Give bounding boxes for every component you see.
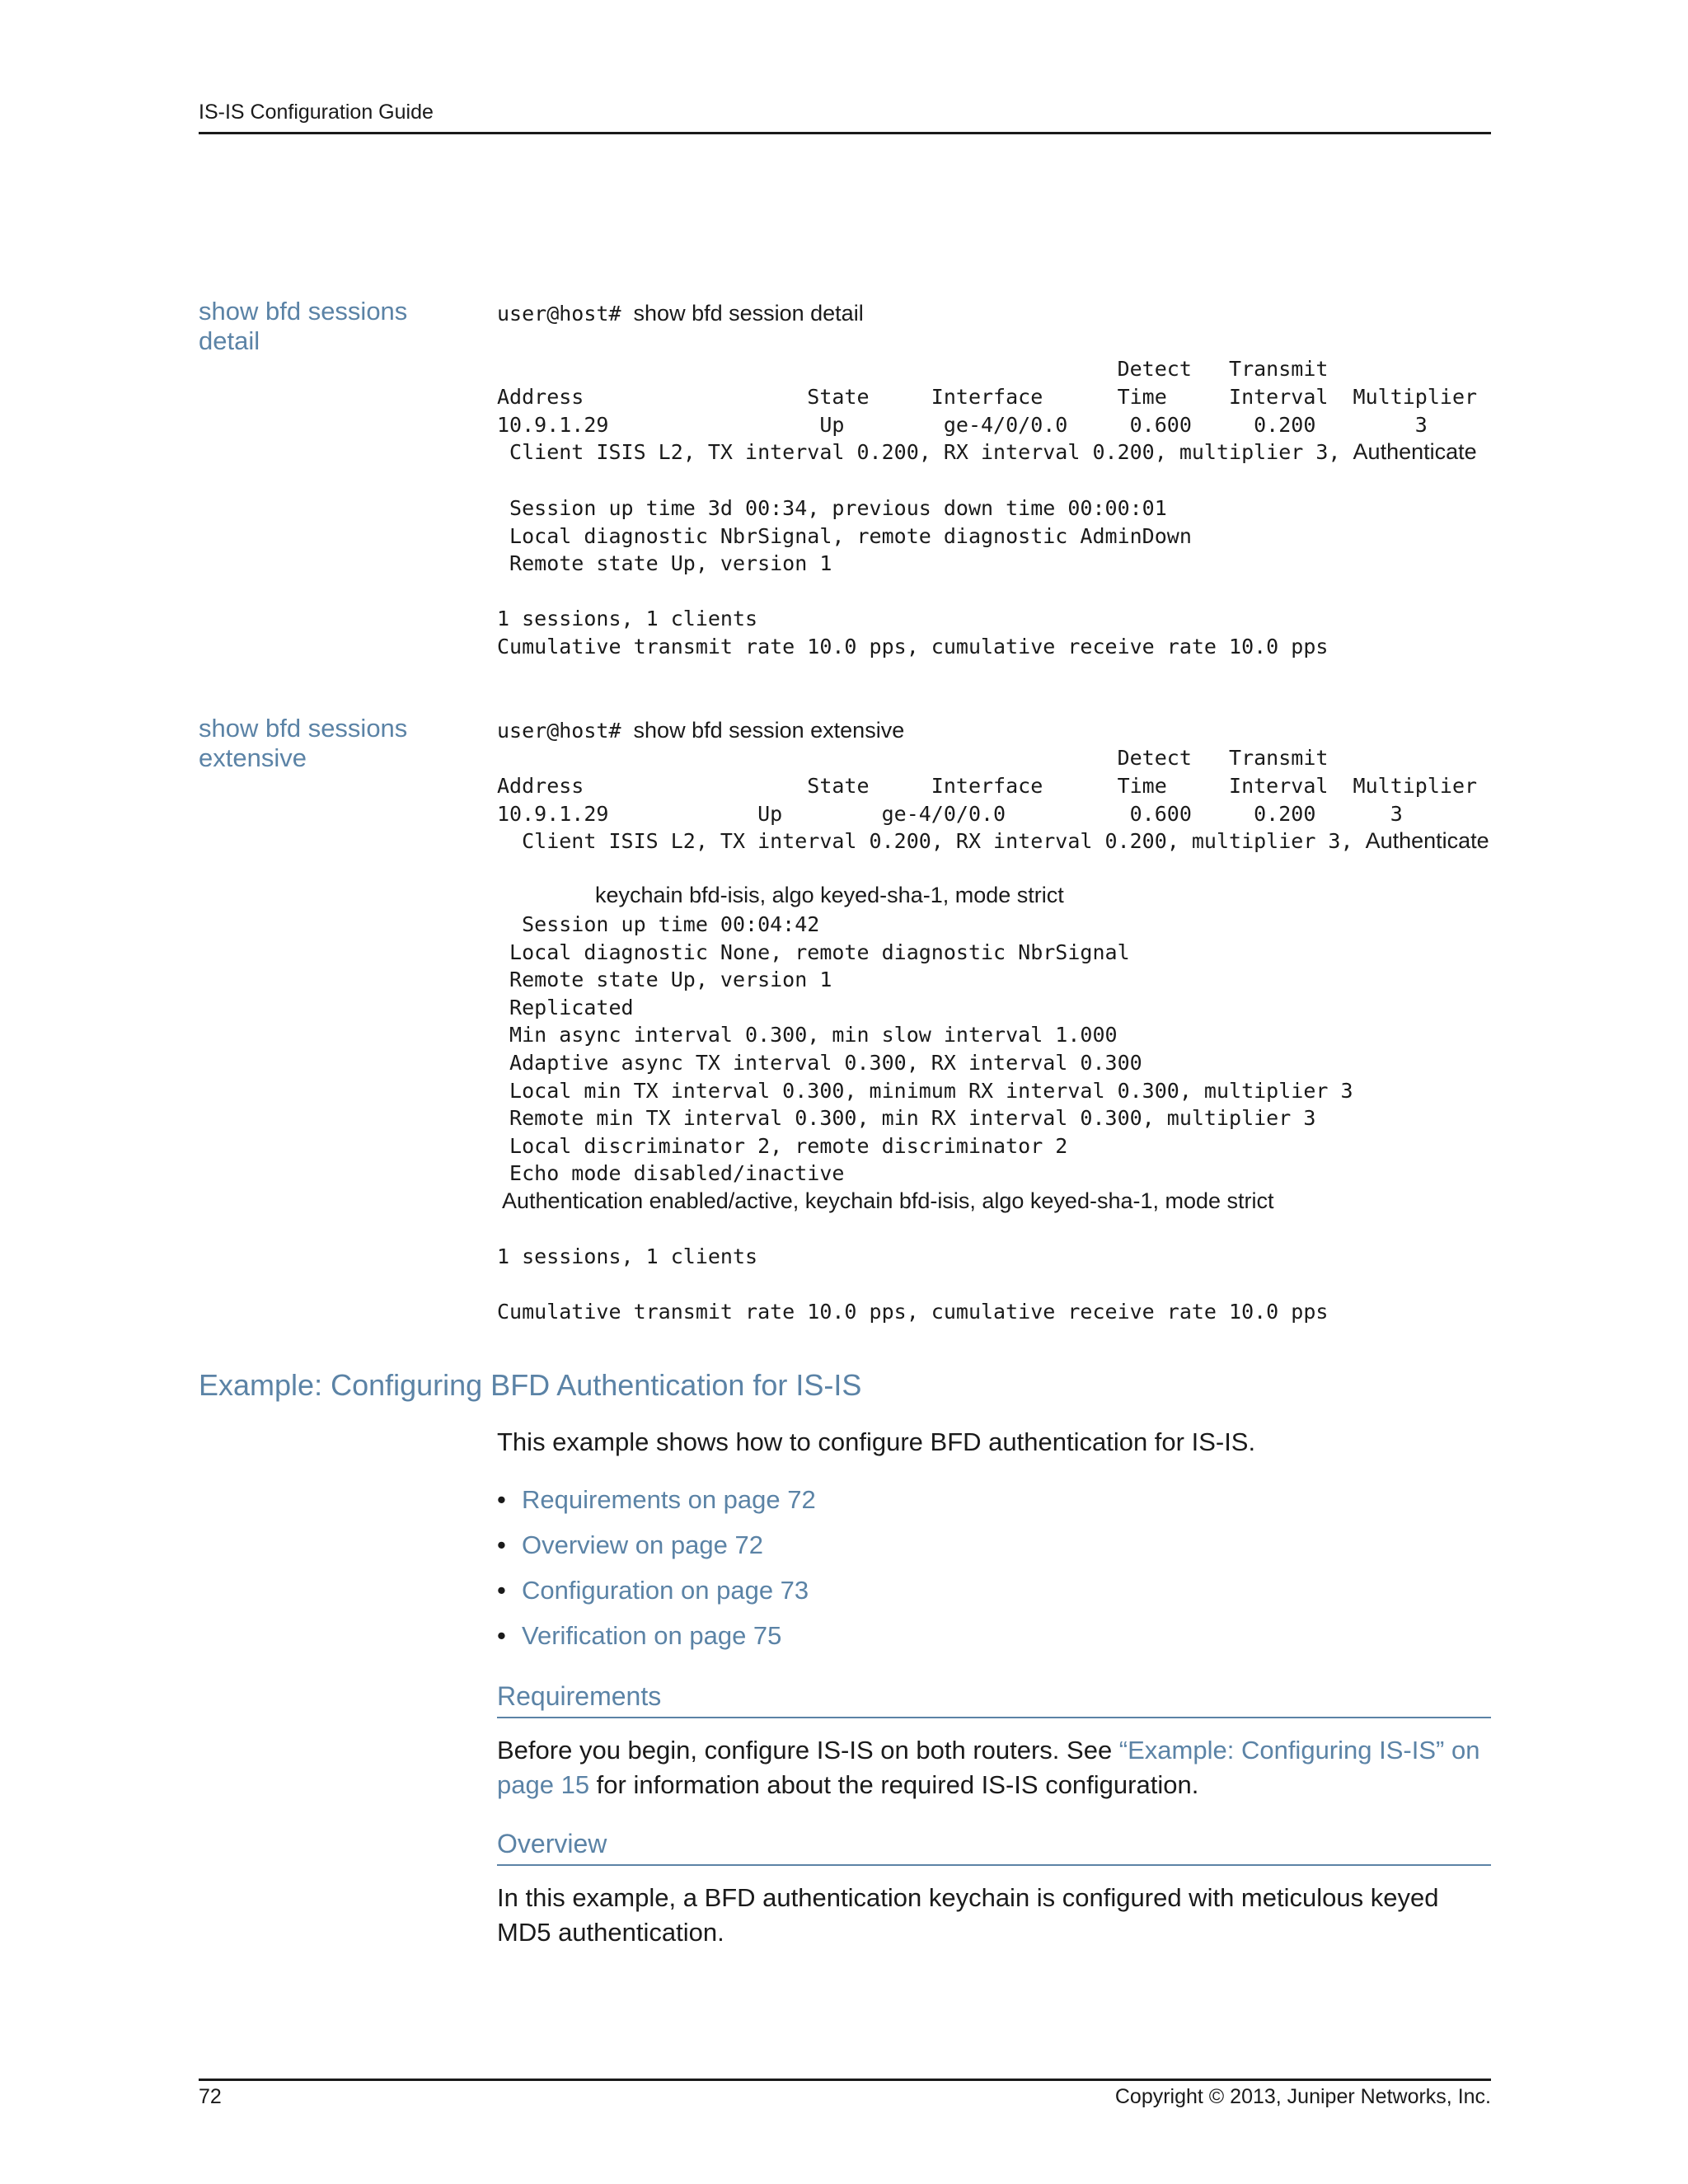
output-table-header-1: Detect Transmit — [497, 357, 1329, 381]
bullet: • — [497, 1576, 506, 1605]
overview-heading: Overview — [497, 1829, 1491, 1866]
output-client-line — [497, 827, 1489, 855]
requirements-heading: Requirements — [497, 1681, 1491, 1718]
toc-list — [497, 1483, 816, 1664]
toc-link-overview[interactable]: Overview on page 72 — [522, 1530, 763, 1559]
client-line-text: Client ISIS L2, TX interval 0.200, RX interval 0.200, multiplier 3, — [497, 440, 1353, 464]
output-table-row: 10.9.1.29 Up ge-4/0/0.0 0.600 0.200 3 — [497, 413, 1428, 437]
header-rule — [199, 132, 1491, 134]
prompt: user@host# — [497, 719, 621, 743]
side-label-detail: show bfd sessions detail — [199, 297, 408, 355]
overview-paragraph: In this example, a BFD authentication keychain is configured with meticulous keyed MD5 authentication. — [497, 1883, 1439, 1947]
command-text: show bfd session extensive — [633, 718, 905, 743]
running-header: IS-IS Configuration Guide — [199, 101, 434, 124]
section-title: Example: Configuring BFD Authentication for IS-IS — [199, 1368, 862, 1402]
output-table-header-1: Detect Transmit — [497, 746, 1329, 770]
toc-item — [497, 1619, 816, 1664]
requirements-link[interactable]: “Example: Configuring IS-IS” on page 15 — [497, 1736, 1480, 1799]
requirements-text-after: for information about the required IS-IS configuration. — [589, 1770, 1199, 1799]
client-line-authenticate: Authenticate — [1365, 828, 1489, 853]
output-auth-line: Authentication enabled/active, keychain bfd-isis, algo keyed-sha-1, mode strict — [497, 1188, 1274, 1213]
intro-paragraph: This example shows how to configure BFD authentication for IS-IS. — [497, 1427, 1256, 1456]
requirements-text-before: Before you begin, configure IS-IS on both routers. See — [497, 1736, 1119, 1765]
output-detail-lines: Session up time 00:04:42 Local diagnostic None, remote diagnostic NbrSignal Remote state Up, version 1 Replicated Min async interval 0.300, min slow interval 1.000 Adaptive async TX interval 0.300, RX interval 0.300 Local min TX interval 0.300, minimum RX interval 0.300, multiplier 3 Remote min TX interval 0.300, min RX interval 0.300, multiplier 3 Local discriminator 2, remote discriminator 2 Echo mode disabled/inactive — [509, 912, 1353, 1186]
page-number: 72 — [199, 2085, 222, 2108]
client-line-authenticate: Authenticate — [1353, 439, 1477, 464]
toc-item — [497, 1528, 816, 1573]
command-line-extensive — [497, 716, 904, 745]
prompt: user@host# — [497, 302, 621, 326]
requirements-paragraph — [497, 1733, 1491, 1802]
output-table-row: 10.9.1.29 Up ge-4/0/0.0 0.600 0.200 3 — [497, 802, 1403, 826]
output-rate-line: Cumulative transmit rate 10.0 pps, cumulative receive rate 10.0 pps — [497, 1300, 1329, 1324]
output-client-line — [497, 438, 1477, 466]
toc-link-verification[interactable]: Verification on page 75 — [522, 1621, 782, 1650]
output-session-lines: Session up time 3d 00:34, previous down time 00:00:01 Local diagnostic NbrSignal, remote diagnostic AdminDown Remote state Up, version 1 — [509, 496, 1192, 576]
client-line-text: Client ISIS L2, TX interval 0.200, RX interval 0.200, multiplier 3, — [497, 829, 1366, 853]
toc-link-configuration[interactable]: Configuration on page 73 — [522, 1576, 809, 1605]
bullet: • — [497, 1485, 506, 1514]
output-summary-lines: 1 sessions, 1 clients Cumulative transmit rate 10.0 pps, cumulative receive rate 10.0 pps — [497, 607, 1329, 658]
output-keychain-line: keychain bfd-isis, algo keyed-sha-1, mode strict — [595, 883, 1064, 907]
side-label-extensive: show bfd sessions extensive — [199, 714, 408, 772]
output-table-header-2: Address State Interface Time Interval Multiplier — [497, 774, 1478, 798]
output-table-header-2: Address State Interface Time Interval Multiplier — [497, 385, 1478, 409]
command-text: show bfd session detail — [633, 301, 864, 326]
copyright: Copyright © 2013, Juniper Networks, Inc. — [1114, 2085, 1491, 2108]
output-sessions-line: 1 sessions, 1 clients — [497, 1244, 758, 1268]
footer-rule — [199, 2079, 1491, 2081]
bullet: • — [497, 1621, 506, 1650]
bullet: • — [497, 1530, 506, 1559]
command-line-detail — [497, 299, 864, 328]
toc-link-requirements[interactable]: Requirements on page 72 — [522, 1485, 816, 1514]
toc-item — [497, 1483, 816, 1528]
toc-item — [497, 1573, 816, 1619]
